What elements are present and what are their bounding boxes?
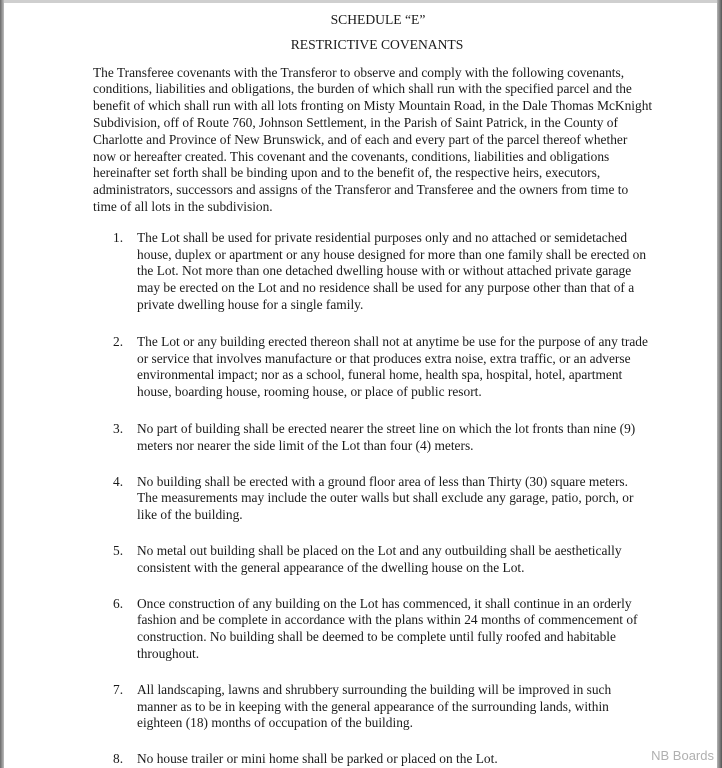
covenant-number: 6. bbox=[113, 595, 124, 611]
covenant-number: 5. bbox=[113, 542, 124, 558]
intro-paragraph: The Transferee covenants with the Transferor to observe and comply with the following covenants, conditions, liabilities and obligations, the burden of which shall run with the specified parcel and the benefit of which shall run with all lots fronting on Misty Mountain Road, in the Dale Thomas McKnight Subdivision, off of Route 760, Johnson Settlement, in the Parish of Saint Patrick, in the County of Charlotte and Province of New Brunswick, and of each and every part of the parcel thereof whether now or hereafter created. This covenant and the covenants, conditions, liabilities and obligations hereinafter set forth shall be binding upon and to the benefit of, the respective heirs, executors, administrators, successors and assigns of the Transferor and Transferee and the owners from time to time of all lots in the subdivision. bbox=[93, 64, 653, 214]
covenant-number: 7. bbox=[113, 681, 124, 697]
schedule-title: SCHEDULE “E” bbox=[330, 12, 426, 27]
document-subtitle: RESTRICTIVE COVENANTS bbox=[290, 36, 464, 52]
covenant-text: All landscaping, lawns and shrubbery surrounding the building will be improved in such manner as to be in keeping with the general appearance of the surrounding lands, within eighteen (18) months of occupation of the building. bbox=[137, 681, 612, 731]
covenant-number: 4. bbox=[113, 473, 124, 489]
covenant-number: 8. bbox=[113, 751, 124, 767]
covenant-item bbox=[93, 751, 649, 768]
covenant-item bbox=[93, 596, 649, 663]
covenant-text: No metal out building shall be placed on the Lot and any outbuilding shall be aesthetically consistent with the general appearance of the dwelling house on the Lot. bbox=[137, 542, 622, 575]
covenant-item bbox=[93, 474, 649, 524]
covenant-text: No house trailer or mini home shall be parked or placed on the Lot. bbox=[137, 751, 498, 767]
covenant-text: The Lot or any building erected thereon shall not at anytime be use for the purpose of any trade or service that involves manufacture or that produces extra noise, extra traffic, or an adverse environmental impact; nor as a school, funeral home, health spa, hospital, hotel, apartment house, boarding house, rooming house, or place of public resort. bbox=[137, 333, 648, 400]
covenant-item bbox=[93, 543, 649, 577]
covenant-text: No building shall be erected with a ground floor area of less than Thirty (30) square meters. The measurements may include the outer walls but shall exclude any garage, patio, porch, or like of the building. bbox=[137, 473, 634, 523]
covenant-item bbox=[93, 421, 649, 455]
covenant-number: 1. bbox=[113, 229, 124, 245]
covenant-number: 3. bbox=[113, 420, 124, 436]
covenant-text: No part of building shall be erected nearer the street line on which the lot fronts than nine (9) meters nor nearer the side limit of the Lot than four (4) meters. bbox=[137, 420, 636, 453]
page-border-top bbox=[0, 0, 722, 3]
covenant-number: 2. bbox=[113, 333, 124, 349]
document-body bbox=[93, 12, 653, 768]
covenant-text: Once construction of any building on the Lot has commenced, it shall continue in an orderly fashion and be complete in accordance with the plans within 24 months of commencement of construction. No building shall be deemed to be complete until fully roofed and habitable throughout. bbox=[137, 595, 638, 661]
covenant-item bbox=[93, 334, 649, 401]
page-border-left bbox=[0, 0, 4, 768]
covenant-list bbox=[93, 230, 653, 768]
watermark-text: NB Boards bbox=[651, 748, 714, 763]
covenant-item bbox=[93, 230, 649, 314]
covenant-text: The Lot shall be used for private residential purposes only and no attached or semidetached house, duplex or apartment or any house designed for more than one family shall be erected on the Lot. Not more than one detached dwelling house with or without attached private garage may be erected on the Lot and no residence shall be used for any purpose other than that of a private dwelling house for a single family. bbox=[137, 229, 647, 312]
covenant-item bbox=[93, 682, 649, 732]
page-border-right bbox=[717, 0, 722, 768]
